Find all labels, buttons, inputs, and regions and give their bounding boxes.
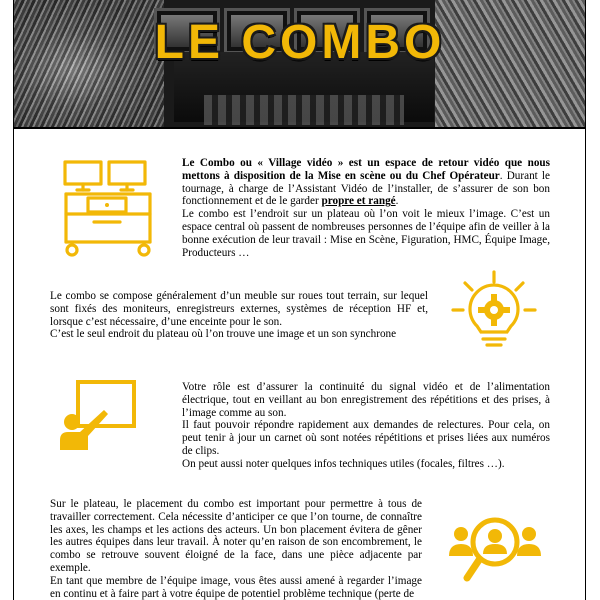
section2-text: [50, 290, 428, 341]
gear-lightbulb-icon: [447, 268, 541, 350]
section3-paragraph-1: Votre rôle est d’assurer la continuité du signal vidéo et de l’alimentation électrique, tout en veillant au bon enregistrement des répétitions et des prises, à l’image comme au son.: [182, 381, 550, 419]
section2-paragraph-1: Le combo se compose généralement d’un meuble sur roues tout terrain, sur lequel sont fixés des moniteurs, enregistreurs externes, systèmes de réception HF et, lorsque c’est nécessaire, d’une enceinte pour le son.: [50, 290, 428, 328]
page-title: LE COMBO: [154, 16, 446, 69]
section1-paragraph-2: Le combo est l’endroit sur un plateau où l’on voit le mieux l’image. C’est un espace central où passent de nombreuses personnes de l’équipe afin de veiller à la bonne exécution de leur travail : Mise en Scène, Figuration, HMC, Équipe Image, Producteurs …: [182, 208, 550, 259]
section1-intro-bold: Le Combo ou « Village vidéo » est un espace de retour vidéo que nous mettons à disposition de la Mise en scène ou du Chef Opérateur: [182, 157, 550, 182]
section1-text: [182, 157, 550, 259]
header-divider: [14, 127, 585, 129]
section1-emphasis: propre et rangé: [321, 195, 396, 208]
section1-intro-text: . Durant le tournage, à charge de l’Assistant Vidéo de l’installer, de s’assurer de son bon fonctionnement et de le garder: [182, 169, 550, 208]
banner-equipment: [204, 95, 404, 125]
section3-text: [182, 381, 550, 471]
video-village-cart-icon: [58, 156, 158, 258]
section1-intro-end: .: [395, 195, 399, 208]
team-search-icon: [447, 512, 543, 592]
presentation-board-icon: [58, 380, 138, 450]
section4-paragraph-2: En tant que membre de l’équipe image, vous êtes aussi amené à regarder l’image en continu et à faire part à votre équipe de potentiel problème technique (perte de: [50, 574, 422, 600]
section4-paragraph-1: Sur le plateau, le placement du combo est important pour permettre à tous de travailler correctement. Cela nécessite d’anticiper ce que l’on tourne, de connaître les axes, les champs et les actions des acteurs. Un bon placement évitera de gêner les autres équipes dans leur travail. À noter qu’en raison de son encombrement, le combo se retrouve souvent éloigné de la face, dans une pièce adjacente par exemple.: [50, 498, 422, 574]
section2-paragraph-2: C’est le seul endroit du plateau où l’on trouve une image et un son synchrone: [50, 328, 397, 341]
section4-text: [50, 498, 422, 600]
section3-paragraph-3: On peut aussi noter quelques infos techniques utiles (focales, filtres …).: [182, 457, 505, 470]
section3-paragraph-2: Il faut pouvoir répondre rapidement aux demandes de relectures. Pour cela, on peut tenir à jour un carnet où sont notées répétitions et prises liées aux numéros de clips.: [182, 419, 550, 457]
